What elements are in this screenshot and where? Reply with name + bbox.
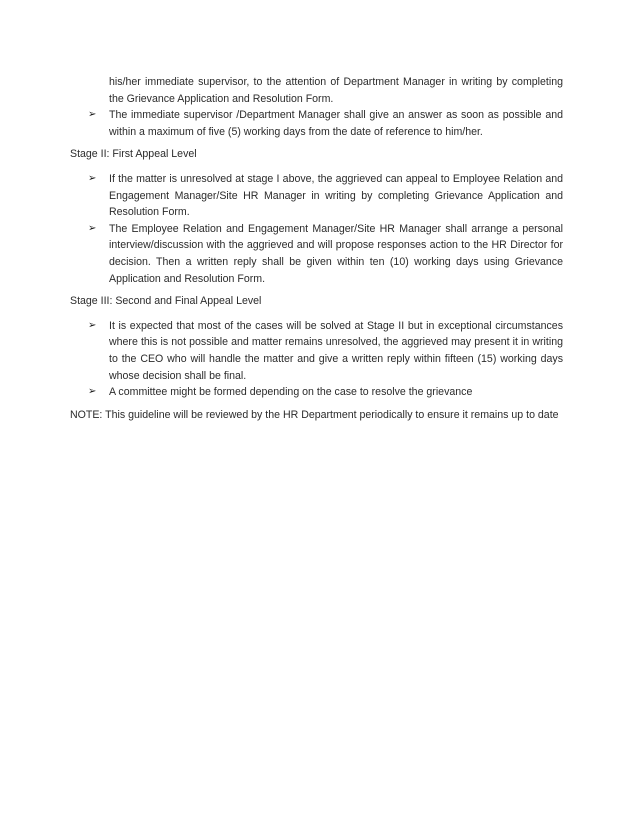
- list-item-text: It is expected that most of the cases will be solved at Stage II but in exceptional circumstances where this is not possible and matter remains unresolved, the aggrieved may present it in writing to the CEO who will handle the matter and give a written reply within fifteen (15) working days whose decision shall be final.: [109, 319, 563, 382]
- stage2-list: [70, 171, 563, 287]
- stage3-list: [70, 318, 563, 401]
- arrow-bullet-icon: ➢: [88, 319, 97, 331]
- list-item-text: The immediate supervisor /Department Manager shall give an answer as soon as possible and within a maximum of five (5) working days from the date of reference to him/her.: [109, 109, 563, 138]
- document-body: [70, 74, 563, 423]
- stage2-heading: Stage II: First Appeal Level: [70, 148, 197, 161]
- stage3-heading: Stage III: Second and Final Appeal Level: [70, 295, 262, 308]
- list-item: [70, 107, 563, 140]
- note-paragraph: NOTE: This guideline will be reviewed by the HR Department periodically to ensure it remains up to date: [70, 408, 559, 421]
- stage1-list: [70, 107, 563, 140]
- list-item: [70, 318, 563, 384]
- arrow-bullet-icon: ➢: [88, 222, 97, 234]
- arrow-bullet-icon: ➢: [88, 172, 97, 184]
- list-item: [70, 384, 563, 401]
- continuation-paragraph: his/her immediate supervisor, to the attention of Department Manager in writing by completing the Grievance Application and Resolution Form.: [109, 76, 563, 105]
- list-item-text: If the matter is unresolved at stage I above, the aggrieved can appeal to Employee Relation and Engagement Manager/Site HR Manager in writing by completing Grievance Application and Resolution Form.: [109, 172, 563, 219]
- list-item: [70, 221, 563, 287]
- arrow-bullet-icon: ➢: [88, 109, 97, 121]
- arrow-bullet-icon: ➢: [88, 386, 97, 398]
- list-item: [70, 171, 563, 221]
- list-item-text: A committee might be formed depending on the case to resolve the grievance: [109, 386, 473, 399]
- list-item-text: The Employee Relation and Engagement Manager/Site HR Manager shall arrange a personal interview/discussion with the aggrieved and will propose responses action to the HR Director for decision. Then a written reply shall be given within ten (10) working days using Grievance Application and Resolution Form.: [109, 222, 563, 285]
